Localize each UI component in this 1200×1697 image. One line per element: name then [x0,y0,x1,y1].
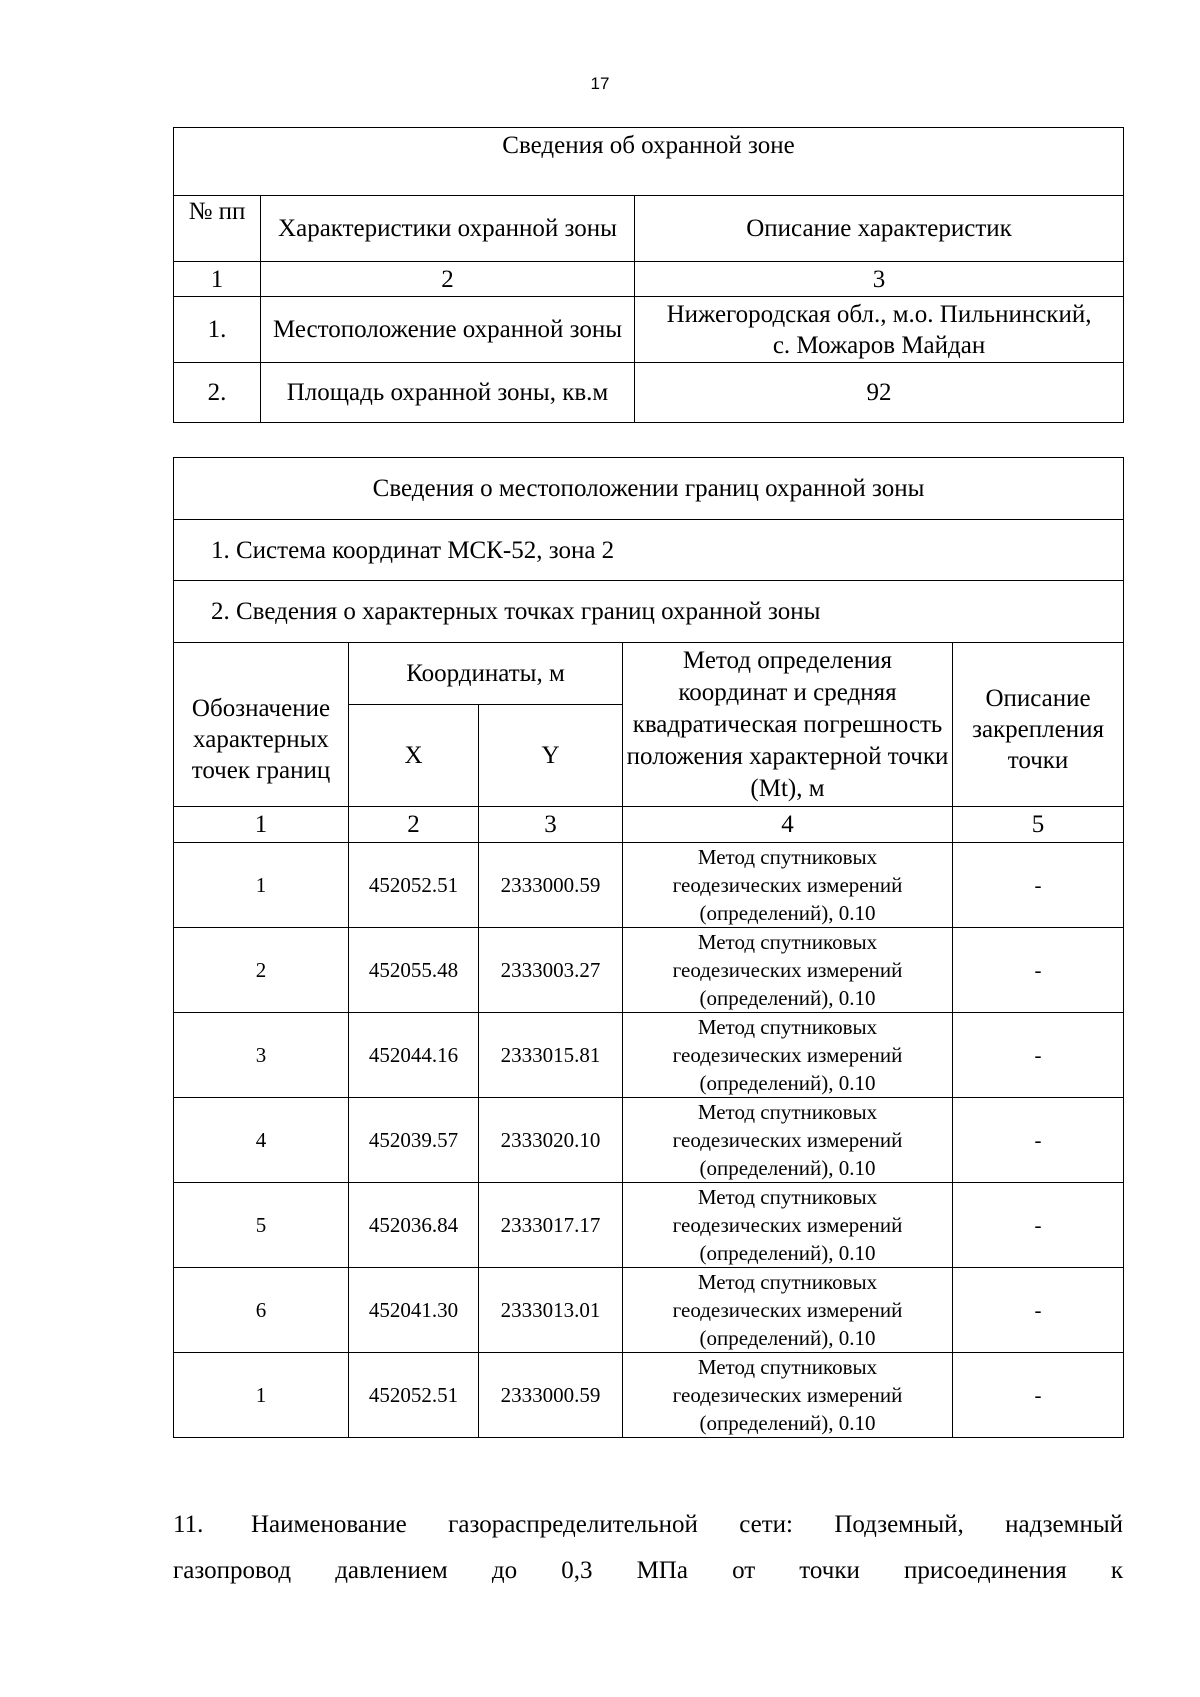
col-number-2: 2 [349,807,479,843]
point-method: Метод спутниковых геодезических измерений (определений), 0.10 [623,1268,953,1353]
point-fix: - [953,1013,1124,1098]
point-method: Метод спутниковых геодезических измерений (определений), 0.10 [623,1183,953,1268]
row-2-description: 92 [635,363,1124,423]
point-x: 452039.57 [349,1098,479,1183]
col-number-3: 3 [479,807,623,843]
point-id: 2 [174,928,349,1013]
col-number-1: 1 [174,262,261,297]
paragraph-number: 11. [173,1511,204,1538]
col-number-2: 2 [261,262,635,297]
point-y: 2333000.59 [479,1353,623,1438]
col-number-4: 4 [623,807,953,843]
point-y: 2333017.17 [479,1183,623,1268]
row-2-characteristic: Площадь охранной зоны, кв.м [261,363,635,423]
point-y: 2333013.01 [479,1268,623,1353]
point-method: Метод спутниковых геодезических измерений (определений), 0.10 [623,1098,953,1183]
zone-info-table [173,127,1124,423]
point-method: Метод спутниковых геодезических измерений (определений), 0.10 [623,928,953,1013]
table-row [174,1013,1124,1098]
point-id: 4 [174,1098,349,1183]
row-2-number: 2. [174,363,261,423]
header-fix-description: Описание закрепления точки [953,643,1124,807]
table-row [174,1098,1124,1183]
header-x: X [349,705,479,807]
paragraph-text-1: Наименование газораспределительной сети: Подземный, надземный [251,1511,1123,1538]
point-id: 1 [174,1353,349,1438]
points-title: 2. Сведения о характерных точках границ охранной зоны [174,581,1124,643]
table-row [174,928,1124,1013]
point-fix: - [953,1098,1124,1183]
point-id: 5 [174,1183,349,1268]
header-number: № пп [174,196,261,262]
table-row [174,843,1124,928]
point-fix: - [953,928,1124,1013]
point-y: 2333015.81 [479,1013,623,1098]
point-fix: - [953,1353,1124,1438]
header-method: Метод определения координат и средняя квадратическая погрешность положения характерной точки (Mt), м [623,643,953,807]
paragraph-line-2: газопровод давлением до 0,3 МПа от точки присоединения к [173,1557,1123,1584]
col-number-3: 3 [635,262,1124,297]
table-row [174,1353,1124,1438]
row-1-description-line1: Нижегородская обл., м.о. Пильнинский, [666,300,1092,328]
point-x: 452044.16 [349,1013,479,1098]
header-characteristic: Характеристики охранной зоны [261,196,635,262]
point-id: 6 [174,1268,349,1353]
table-row [174,1183,1124,1268]
col-number-5: 5 [953,807,1124,843]
paragraph-line-1 [173,1502,1123,1548]
row-1-number: 1. [174,297,261,363]
point-x: 452055.48 [349,928,479,1013]
row-1-description-line2: с. Можаров Майдан [772,331,986,359]
boundaries-table [173,457,1124,1438]
point-id: 1 [174,843,349,928]
header-y: Y [479,705,623,807]
header-description: Описание характеристик [635,196,1124,262]
point-y: 2333003.27 [479,928,623,1013]
point-method: Метод спутниковых геодезических измерений (определений), 0.10 [623,843,953,928]
point-method: Метод спутниковых геодезических измерений (определений), 0.10 [623,1013,953,1098]
point-y: 2333020.10 [479,1098,623,1183]
row-1-characteristic: Местоположение охранной зоны [261,297,635,363]
page-number: 17 [590,74,610,93]
header-designation: Обозначение характерных точек границ [174,643,349,807]
coordinate-system: 1. Система координат МСК-52, зона 2 [174,520,1124,581]
point-x: 452052.51 [349,843,479,928]
header-coordinates: Координаты, м [349,643,623,705]
point-x: 452036.84 [349,1183,479,1268]
point-y: 2333000.59 [479,843,623,928]
point-x: 452041.30 [349,1268,479,1353]
boundaries-title: Сведения о местоположении границ охранной зоны [174,458,1124,520]
point-fix: - [953,1183,1124,1268]
point-x: 452052.51 [349,1353,479,1438]
col-number-1: 1 [174,807,349,843]
point-method: Метод спутниковых геодезических измерений (определений), 0.10 [623,1353,953,1438]
table-row [174,1268,1124,1353]
point-fix: - [953,1268,1124,1353]
zone-info-title: Сведения об охранной зоне [174,128,1124,196]
row-1-description [635,297,1124,363]
point-fix: - [953,843,1124,928]
point-id: 3 [174,1013,349,1098]
